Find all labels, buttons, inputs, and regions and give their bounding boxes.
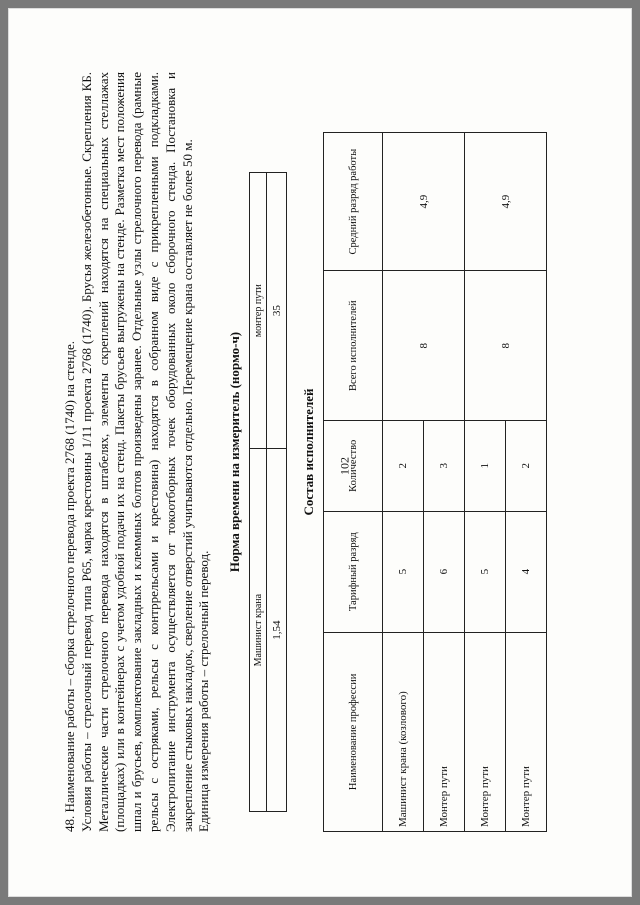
row-profession: Монтер пути	[465, 632, 506, 831]
row-count: 2	[506, 421, 547, 512]
row-count: 1	[465, 421, 506, 512]
row-count: 2	[383, 421, 424, 512]
staff-header-grade: Тарифный разряд	[324, 511, 383, 632]
section-title: 48. Наименование работы – сборка стрелочного перевода проекта 2768 (1740) на стенде.	[62, 341, 77, 832]
section-text	[62, 72, 213, 832]
row-avg: 4,9	[383, 133, 465, 271]
row-total: 8	[465, 271, 547, 421]
norm-header-track: монтер пути	[250, 173, 267, 449]
row-total: 8	[383, 271, 465, 421]
page-number: 102	[337, 457, 352, 475]
row-grade: 6	[424, 511, 465, 632]
norm-table-title: Норма времени на измеритель (нормо-ч)	[227, 331, 243, 573]
row-count: 3	[424, 421, 465, 512]
norm-header-crane: Машинист крана	[250, 449, 267, 812]
table-row	[465, 133, 506, 832]
rotated-content	[62, 72, 632, 832]
staff-header-profession: Наименование профессии	[324, 632, 383, 831]
staff-header-avg: Средний разряд работы	[324, 133, 383, 271]
norm-value-crane: 1,54	[267, 449, 287, 812]
row-grade: 5	[383, 511, 424, 632]
row-profession: Монтер пути	[506, 632, 547, 831]
row-profession: Машинист крана (козлового)	[383, 632, 424, 831]
norm-table	[249, 172, 287, 812]
row-grade: 4	[506, 511, 547, 632]
section-unit: Единица измерения работы – стрелочный перевод.	[196, 550, 212, 832]
row-profession: Монтер пути	[424, 632, 465, 831]
section-conditions: Условия работы – стрелочный перевод типа Р65, марка крестовины 1/11 проекта 2768 (1740). Брусья железобетонные. Скрепления КБ. Металлические части стрелочного перевода находятся в штабелях, элементы скреплений находятся на специальных стеллажах (площадках) или в контейнерах с учетом удобной подачи их на стенд. Пакеты брусьев выгружены на стенде. Разметка мест положения шпал и брусьев, комплектование закладных и клеммных болтов произведены заранее. Отдельные узлы стрелочного перевода (рамные рельсы с остряками, рельсы с контррельсами и крестовина) находятся в собранном виде с прикрепленными подкладками. Электропитание инструмента осуществляется от токоотборных точек оборудованных около сборочного стенда. Постановка и закрепление стыковых накладок, сверление отверстий учитываются отдельно. Перемещение крана составляет не более 50 м.	[78, 72, 195, 832]
staff-table	[323, 132, 547, 832]
row-avg: 4,9	[465, 133, 547, 271]
table-row	[383, 133, 424, 832]
staff-header-count: Количество	[324, 421, 383, 512]
staff-header-total: Всего исполнителей	[324, 271, 383, 421]
norm-value-track: 35	[267, 173, 287, 449]
staff-table-title: Состав исполнителей	[301, 388, 317, 516]
row-grade: 5	[465, 511, 506, 632]
